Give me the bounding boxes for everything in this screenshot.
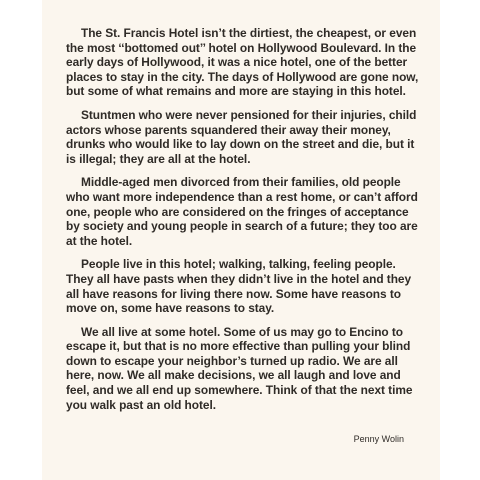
paragraph-1: The St. Francis Hotel isn’t the dirtiest, the cheapest, or even the most ‘‘bottomed out’’ hotel on Hollywood Boulevard. In the early days of Hollywood, it was a nice hotel, one of the better places to stay in the city. The days of Hollywood are gone now, but some of what remains and more are staying in this hotel. [66, 26, 419, 99]
paragraph-3: Middle-aged men divorced from their families, old people who want more independence than a rest home, or can’t afford one, people who are considered on the fringes of acceptance by society and young people in search of a future; they too are at the hotel. [66, 175, 418, 248]
paragraph-4: People live in this hotel; walking, talking, feeling people. They all have pasts when they didn’t live in the hotel and they all have reasons for living there now. Some have reasons to move on, some have reasons to stay. [66, 257, 412, 316]
author-signature: Penny Wolin [353, 434, 404, 444]
paragraph-2: Stuntmen who were never pensioned for their injuries, child actors whose parents squandered their away their money, drunks who would like to lay down on the street and die, but it is illegal; they are all at the hotel. [66, 107, 417, 166]
essay-text [66, 26, 420, 412]
paragraph-5: We all live at some hotel. Some of us may go to Encino to escape it, but that is no more effective than pulling your blind down to escape your neighbor’s turned up radio. We are all here, now. We all make decisions, we all laugh and love and feel, and we all end up somewhere. Think of that the next time you walk past an old hotel. [66, 324, 413, 412]
document-page [42, 0, 440, 480]
